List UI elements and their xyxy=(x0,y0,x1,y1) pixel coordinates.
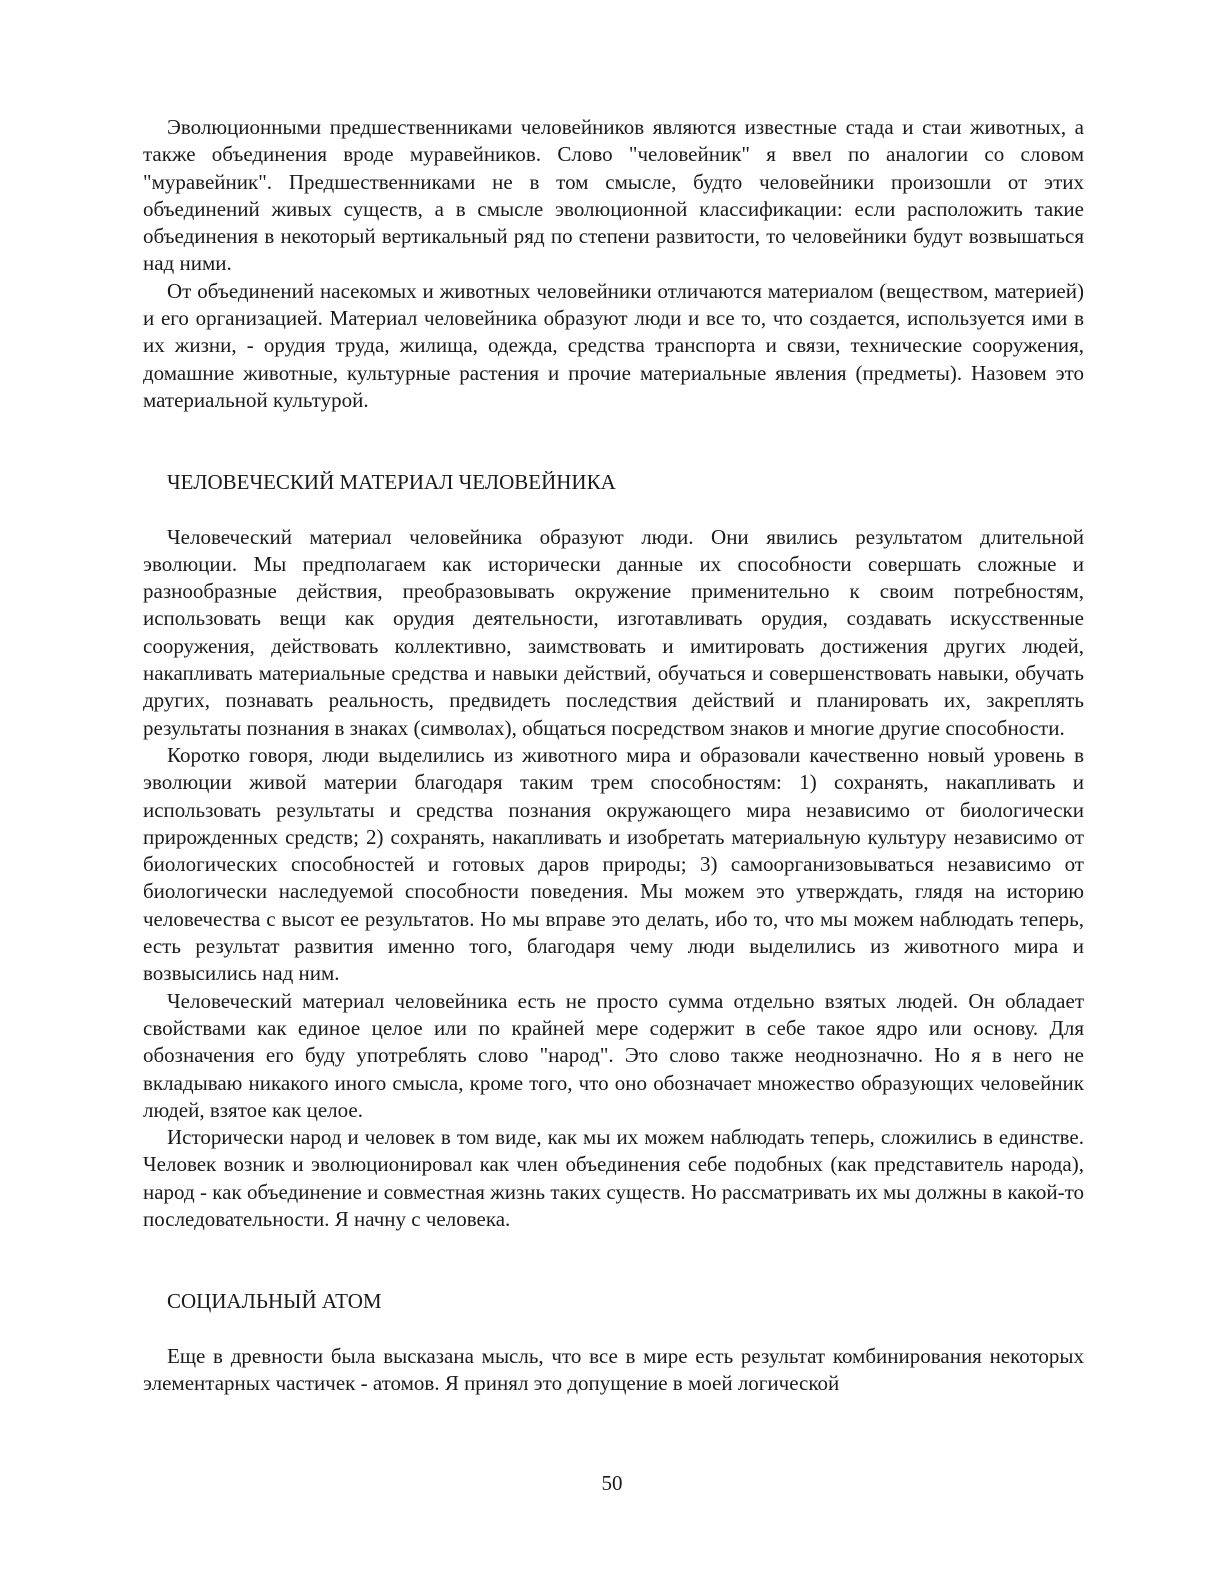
heading-spacer xyxy=(143,1316,1084,1343)
section-human-material xyxy=(143,469,1084,1233)
section-spacer xyxy=(143,1233,1084,1288)
page-number: 50 xyxy=(601,1471,623,1495)
section-social-atom xyxy=(143,1288,1084,1397)
paragraph: Человеческий материал человейника есть не просто сумма отдельно взятых людей. Он обладает свойствами как единое целое или по крайней мере содержит в себе такое ядро или основу. Для обозначения его буду употреблять слово "народ". Это слово также неоднозначно. Но я в него не вкладываю никакого иного смысла, кроме того, что оно обозначает множество образующих человейник людей, взятое как целое. xyxy=(143,988,1084,1122)
intro-section xyxy=(143,114,1084,414)
heading-spacer xyxy=(143,497,1084,524)
section-heading: СОЦИАЛЬНЫЙ АТОМ xyxy=(167,1289,382,1314)
paragraph: Человеческий материал человейника образуют люди. Они явились результатом длительной эволюции. Мы предполагаем как исторически данные их способности совершать сложные и разнообразные действия, преобразовывать окружение применительно к своим потребностям, использовать вещи как орудия деятельности, изготавливать орудия, создавать искусственные сооружения, действовать коллективно, заимствовать и имитировать достижения других людей, накапливать материальные средства и навыки действий, обучаться и совершенствовать навыки, обучать других, познавать реальность, предвидеть последствия действий и планировать их, закреплять результаты познания в знаках (символах), общаться посредством знаков и многие другие способности. xyxy=(143,524,1084,740)
paragraph: От объединений насекомых и животных человейники отличаются материалом (веществом, материей) и его организацией. Материал человейника образуют люди и все то, что создается, используется ими в их жизни, - орудия труда, жилища, одежда, средства транспорта и связи, технические сооружения, домашние животные, культурные растения и прочие материальные явления (предметы). Назовем это материальной культурой. xyxy=(143,278,1084,412)
paragraph: Исторически народ и человек в том виде, как мы их можем наблюдать теперь, сложились в единстве. Человек возник и эволюционировал как член объединения себе подобных (как представитель народа), народ - как объединение и совместная жизнь таких существ. Но рассматривать их мы должны в какой-то последовательности. Я начну с человека. xyxy=(143,1125,1084,1231)
paragraph: Коротко говоря, люди выделились из животного мира и образовали качественно новый уровень в эволюции живой материи благодаря таким трем способностям: 1) сохранять, накапливать и использовать результаты и средства познания окружающего мира независимо от биологически прирожденных средств; 2) сохранять, накапливать и изобретать материальную культуру независимо от биологических способностей и готовых даров природы; 3) самоорганизовываться независимо от биологически наследуемой способности поведения. Мы можем это утверждать, глядя на историю человечества с высот ее результатов. Но мы вправе это делать, ибо то, что мы можем наблюдать теперь, есть результат развития именно того, благодаря чему люди выделились из животного мира и возвысились над ним. xyxy=(143,742,1084,986)
page-body xyxy=(143,114,1084,1397)
section-spacer xyxy=(143,414,1084,469)
paragraph: Эволюционными предшественниками человейников являются известные стада и стаи животных, а также объединения вроде муравейников. Слово "человейник" я ввел по аналогии со словом "муравейник". Предшественниками не в том смысле, будто человейники произошли от этих объединений живых существ, а в смысле эволюционной классификации: если расположить такие объединения в некоторый вертикальный ряд по степени развитости, то человейники будут возвышаться над ними. xyxy=(143,115,1084,276)
paragraph: Еще в древности была высказана мысль, что все в мире есть результат комбинирования некоторых элементарных частичек - атомов. Я принял это допущение в моей логической xyxy=(143,1343,1084,1395)
section-heading: ЧЕЛОВЕЧЕСКИЙ МАТЕРИАЛ ЧЕЛОВЕЙНИКА xyxy=(167,470,616,495)
